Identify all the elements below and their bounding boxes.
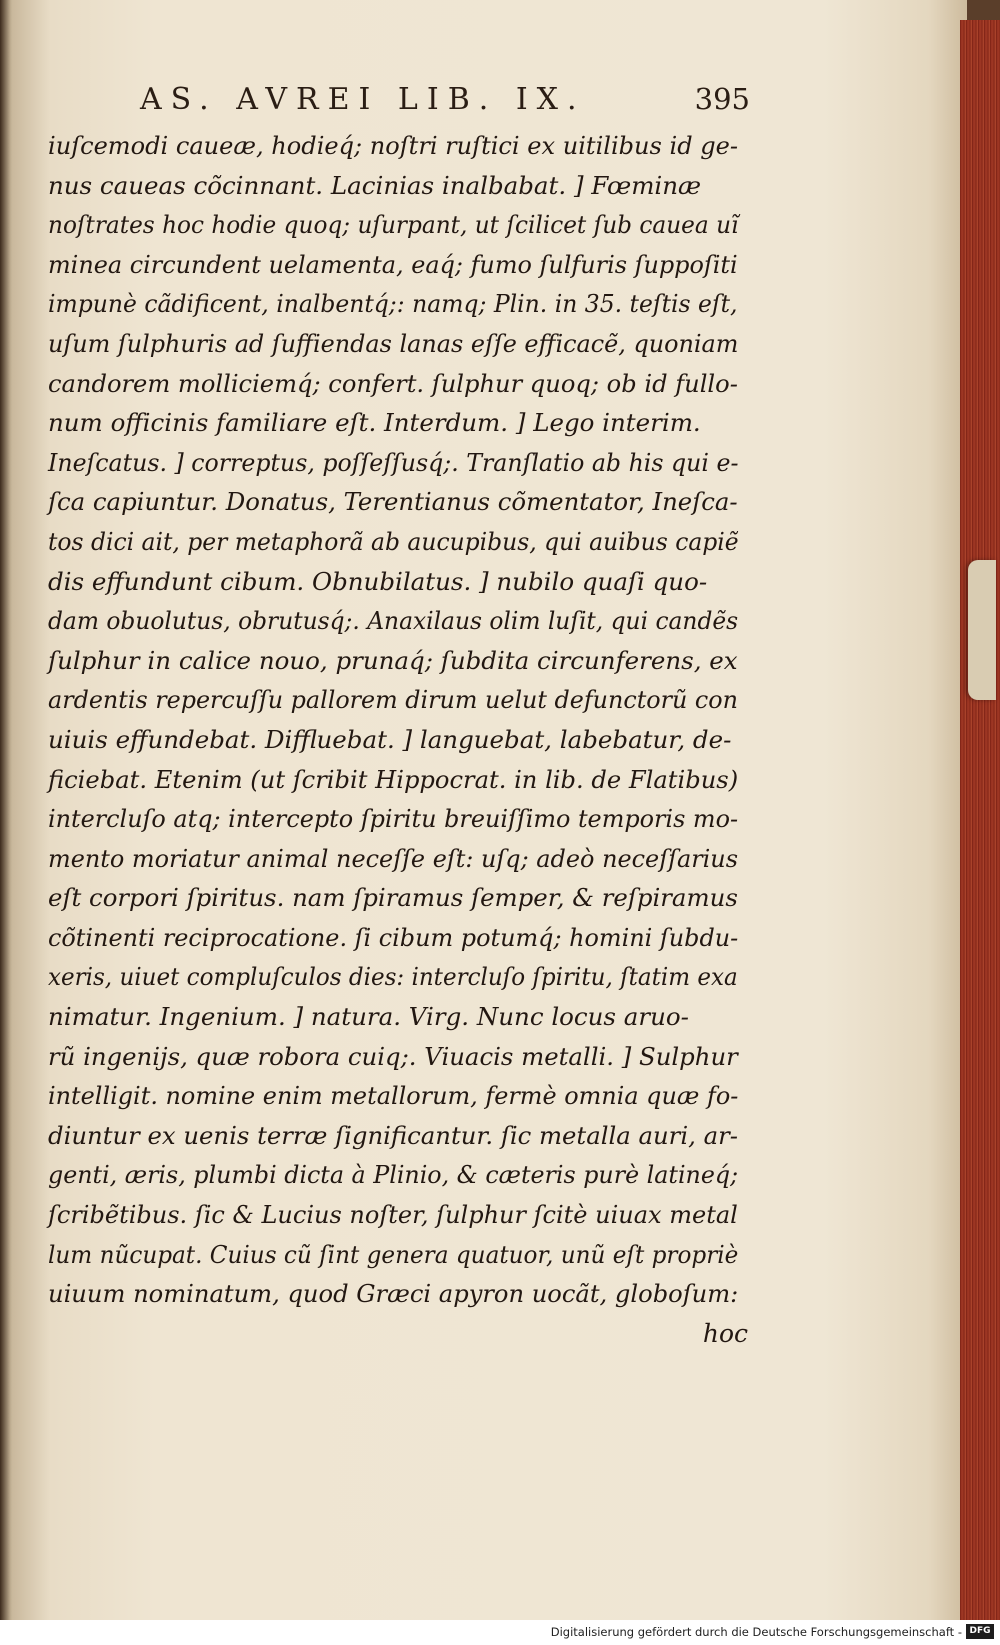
text-line: dis effundunt cibum. Obnubilatus. ] nubilo quaſi quo-	[48, 566, 708, 596]
text-line: lum nũcupat. Cuius cũ ſint genera quatuor, unũ eſt propriè	[48, 1239, 739, 1269]
text-line: Ineſcatus. ] correptus, poſſeſſusq́;. Tranſlatio ab his qui e-	[48, 447, 739, 477]
text-line: rũ ingenijs, quæ robora cuiq;. Viuacis metalli. ] Sulphur	[48, 1041, 738, 1071]
dfg-logo: DFG	[966, 1624, 994, 1639]
text-line: mento moriatur animal neceſſe eſt: uſq; adeò neceſſarius	[48, 843, 739, 873]
text-line: dam obuolutus, obrutusq́;. Anaxilaus olim luſit, qui candẽs	[48, 606, 739, 636]
text-line: uiuum nominatum, quod Græci apyron uocãt, globoſum:	[48, 1279, 739, 1309]
text-line: diuntur ex uenis terræ ſignificantur. ſic metalla auri, ar-	[48, 1120, 738, 1150]
page-number: 395	[694, 82, 750, 116]
text-line: ardentis repercuſſu pallorem dirum uelut defunctorũ con	[48, 685, 738, 715]
text-line: impunè cãdificent, inalbentq́;: namq; Plin. in 35. teſtis eſt,	[48, 289, 738, 319]
text-line: cõtinenti reciprocatione. ſi cibum potumq́; homini ſubdu-	[48, 922, 739, 952]
text-line: xeris, uiuet compluſculos dies: intercluſo ſpiritu, ſtatim exa	[48, 962, 738, 992]
red-fore-edge	[960, 20, 1000, 1620]
text-line: nus caueas cõcinnant. Lacinias inalbabat. ] Fœminæ	[48, 170, 702, 200]
text-line: uſum ſulphuris ad ſuffiendas lanas eſſe efficacẽ, quoniam	[48, 328, 739, 358]
text-line: nimatur. Ingenium. ] natura. Virg. Nunc locus aruo-	[48, 1002, 689, 1032]
catchword: hoc	[702, 1318, 748, 1348]
text-line: iuſcemodi caueæ, hodieq́; noſtri ruſtici ex uitilibus id ge-	[48, 131, 739, 160]
text-line: eſt corpori ſpiritus. nam ſpiramus ſemper, & reſpiramus	[48, 883, 738, 913]
text-line: noſtrates hoc hodie quoq; uſurpant, ut ſcilicet ſub cauea uĩ	[48, 210, 739, 240]
text-line: num officinis familiare eſt. Interdum. ] Lego interim.	[48, 408, 701, 438]
bookmark-tab	[968, 560, 996, 700]
text-line: genti, æris, plumbi dicta à Plinio, & cæteris purè latineq́;	[48, 1160, 739, 1190]
text-line: ſulphur in calice nouo, prunaq́; ſubdita circunferens, ex	[48, 645, 738, 675]
text-line: ficiebat. Etenim (ut ſcribit Hippocrat. in lib. de Flatibus)	[48, 764, 739, 794]
footer-bar	[0, 1620, 1000, 1645]
text-line: candorem molliciemq́; confert. ſulphur quoq; ob id fullo-	[48, 368, 738, 398]
funding-credit: Digitalisierung gefördert durch die Deutsche Forschungsgemeinschaft -	[550, 1625, 962, 1639]
text-line: ſcribẽtibus. ſic & Lucius noſter, ſulphur ſcitè uiuax metal	[48, 1200, 738, 1230]
text-line: intelligit. nomine enim metallorum, fermè omnia quæ fo-	[48, 1081, 739, 1111]
body-text	[48, 126, 748, 1354]
text-line: ſca capiuntur. Donatus, Terentianus cõmentator, Ineſca-	[48, 487, 738, 517]
text-line: uiuis effundebat. Diffluebat. ] languebat, labebatur, de-	[48, 724, 732, 754]
text-line: intercluſo atq; intercepto ſpiritu breuiſſimo temporis mo-	[48, 804, 739, 834]
running-title: AS. AVREI LIB. IX.	[140, 82, 586, 117]
page-header	[140, 82, 750, 122]
text-line: tos dici ait, per metaphorã ab aucupibus, qui auibus capiẽ	[48, 526, 739, 556]
text-line: minea circundent uelamenta, eaq́; fumo ſulfuris ſuppoſiti	[48, 249, 738, 279]
